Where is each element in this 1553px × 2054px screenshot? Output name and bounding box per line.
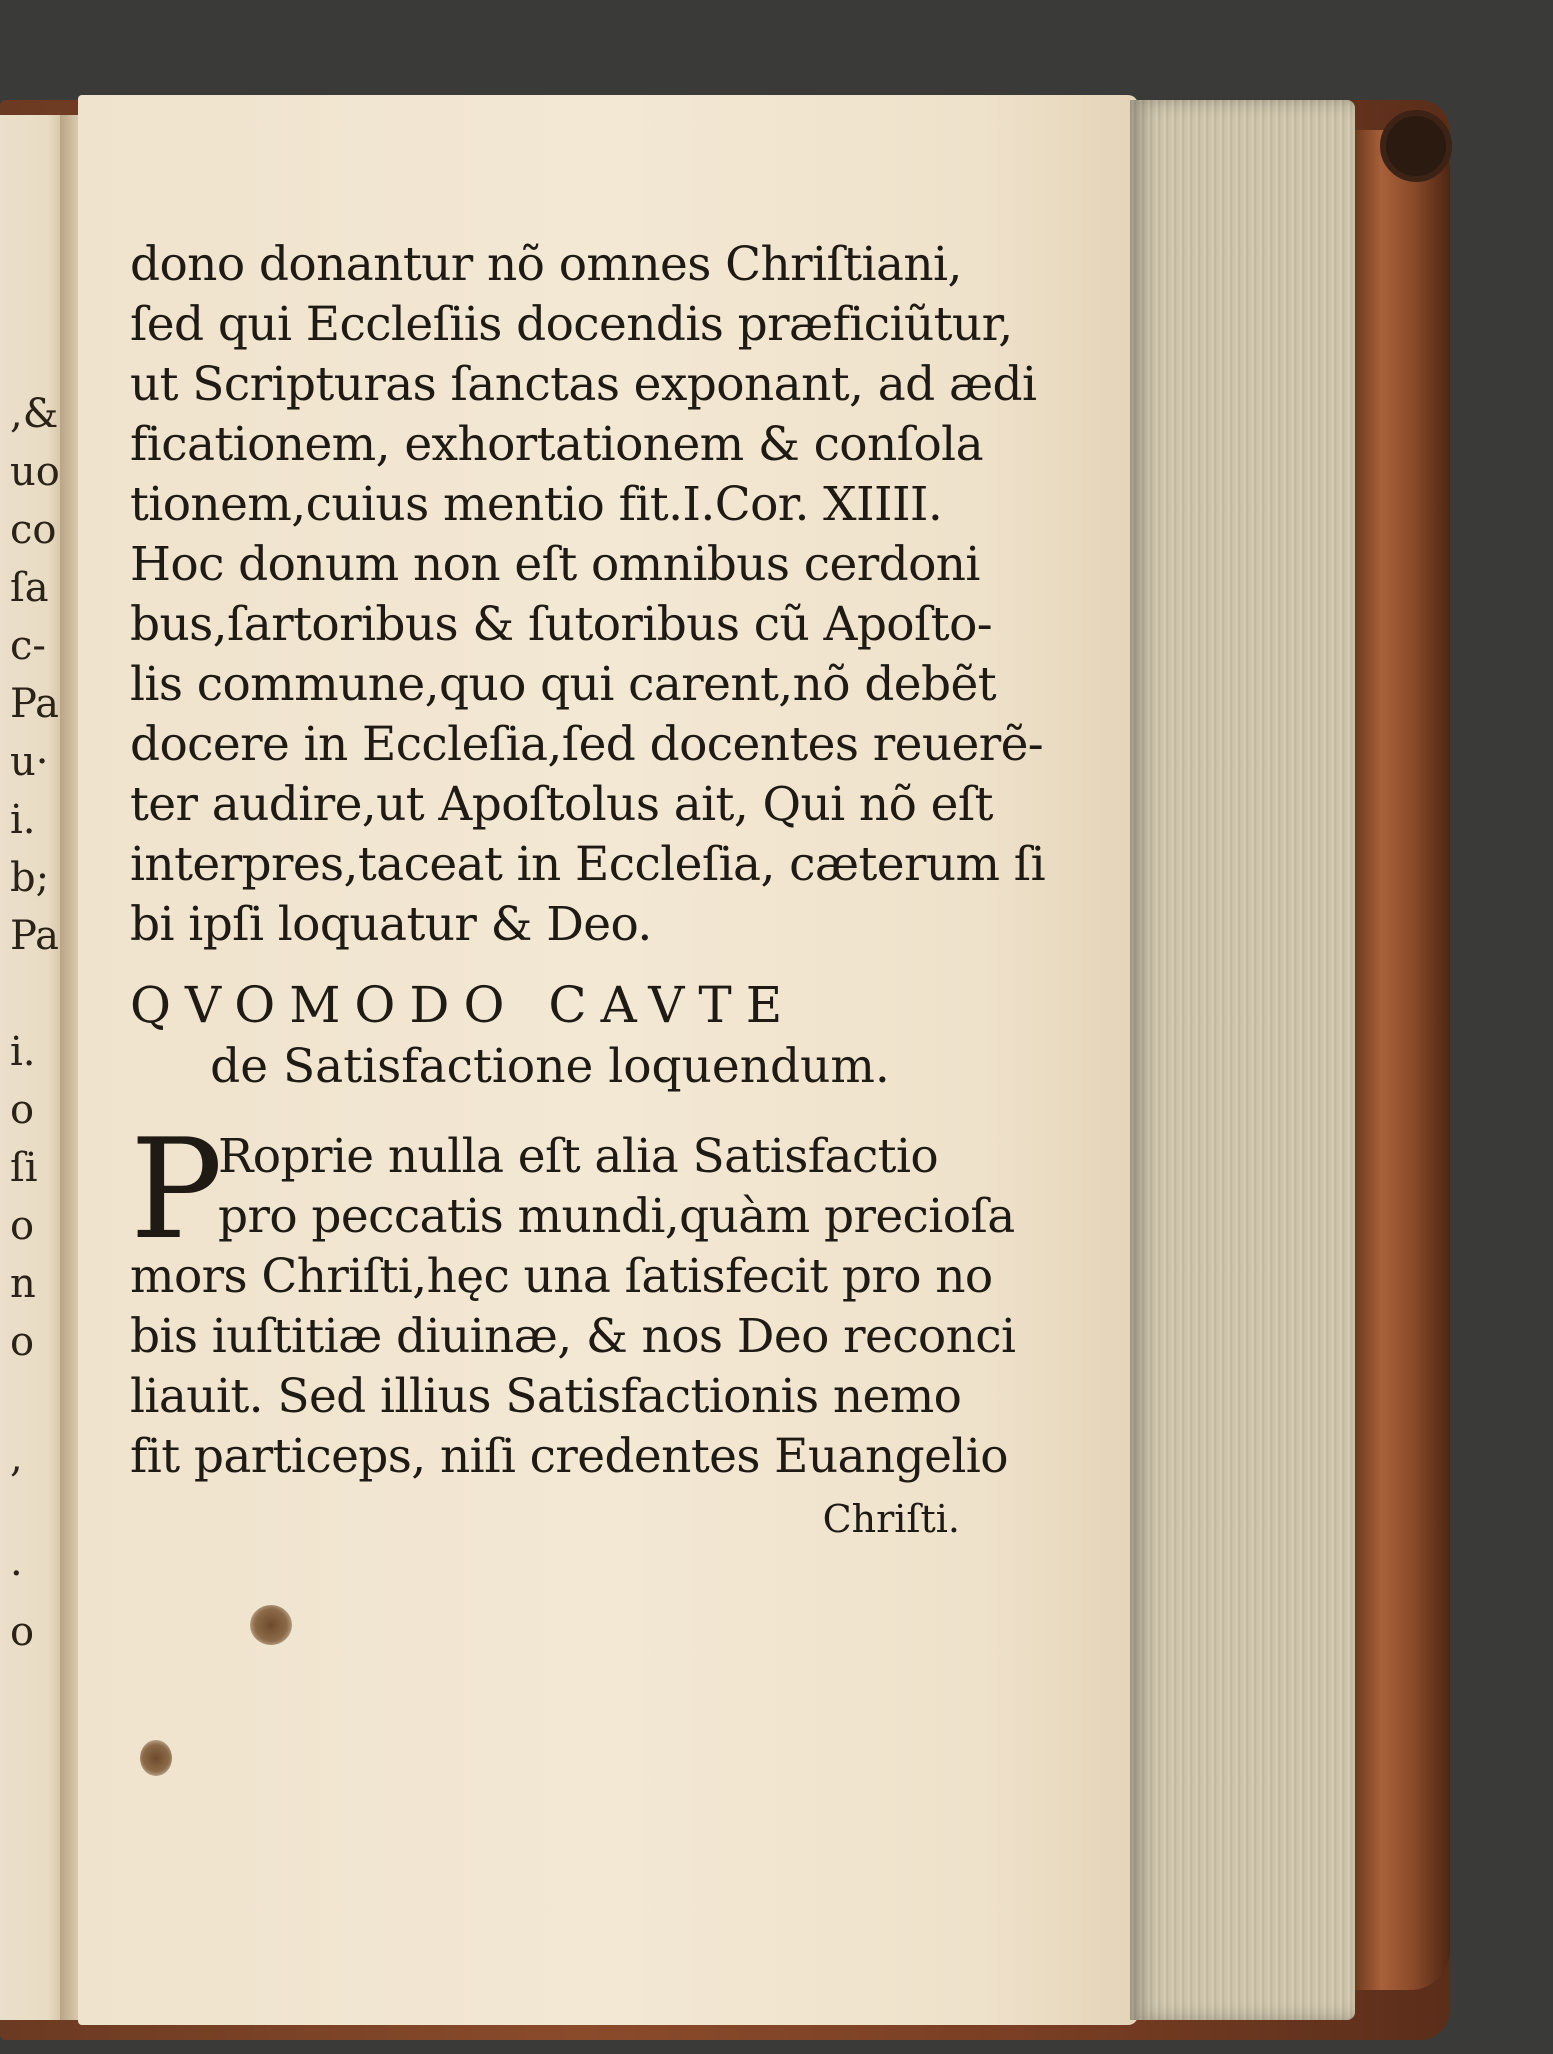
paragraph-line: bis iuſtitiæ diuinæ, & nos Deo reconci <box>130 1309 1016 1364</box>
left-fragment: u· <box>10 739 49 785</box>
left-fragment: co <box>10 507 57 553</box>
left-fragment: ,& <box>10 391 59 437</box>
left-page <box>0 115 68 2020</box>
text-line: ut Scripturas ſanctas exponant, ad ædi <box>130 357 1037 412</box>
text-line: ter audire,ut Apoſtolus ait, Qui nõ eſt <box>130 777 993 832</box>
left-fragment: c- <box>10 623 46 669</box>
text-line: ficationem, exhortationem & conſola <box>130 417 983 472</box>
text-line: dono donantur nõ omnes Chriſtiani, <box>130 237 962 292</box>
left-fragment: o <box>10 1609 35 1655</box>
paragraph <box>130 1109 1016 1487</box>
left-fragment: i. <box>10 1029 36 1075</box>
paragraph-line: Roprie nulla eſt alia Satisfactio <box>218 1129 939 1184</box>
paragraph-line: pro peccatis mundi,quàm precioſa <box>218 1189 1015 1244</box>
drop-cap: P <box>130 1109 223 1270</box>
paragraph-line: fit particeps, niſi credentes Euangelio <box>130 1429 1008 1484</box>
text-line: bus,ſartoribus & ſutoribus cũ Apoſto- <box>130 597 993 652</box>
left-fragment: · <box>10 1551 23 1597</box>
text-line: Hoc donum non eſt omnibus cerdoni <box>130 537 980 592</box>
right-page-text <box>130 235 1046 1547</box>
left-fragment: Pa <box>10 681 59 727</box>
left-page-text <box>10 385 66 1661</box>
text-line: tionem,cuius mentio fit.I.Cor. XIIII. <box>130 477 943 532</box>
book-spine-edge <box>1345 130 1450 1990</box>
text-line: ſed qui Eccleſiis docendis præficiũtur, <box>130 297 1013 352</box>
section-heading: QVOMODO CAVTE <box>130 976 797 1034</box>
clasp-ring <box>1380 110 1452 182</box>
left-fragment <box>10 965 66 1023</box>
left-fragment: ſa <box>10 565 49 611</box>
left-fragment: n <box>10 1261 36 1307</box>
paragraph-line: liauit. Sed illius Satisfactionis nemo <box>130 1369 962 1424</box>
page-fore-edge <box>1130 100 1355 2020</box>
left-fragment: i. <box>10 797 36 843</box>
left-fragment: o <box>10 1319 35 1365</box>
text-line: interpres,taceat in Eccleſia, cæterum ſi <box>130 837 1046 892</box>
catchword: Chriſti. <box>822 1497 960 1541</box>
section-subheading: de Satisfactione loquendum. <box>210 1039 890 1094</box>
left-fragment: b; <box>10 855 50 901</box>
ink-stain <box>140 1740 172 1776</box>
ink-stain <box>250 1605 292 1645</box>
left-fragment: ſi <box>10 1145 38 1191</box>
paragraph-line: mors Chriſti,hęc una ſatisfecit pro no <box>130 1249 993 1304</box>
left-fragment <box>10 1487 66 1545</box>
text-line: bi ipſi loquatur & Deo. <box>130 897 652 952</box>
left-fragment: Pa <box>10 913 59 959</box>
text-line: docere in Eccleſia,ſed docentes reuerẽ- <box>130 717 1044 772</box>
left-fragment <box>10 1371 66 1429</box>
left-fragment: , <box>10 1435 23 1481</box>
text-line: lis commune,quo qui carent,nõ debẽt <box>130 657 997 712</box>
left-fragment: o <box>10 1087 35 1133</box>
left-fragment: o <box>10 1203 35 1249</box>
left-fragment: uo <box>10 449 60 495</box>
